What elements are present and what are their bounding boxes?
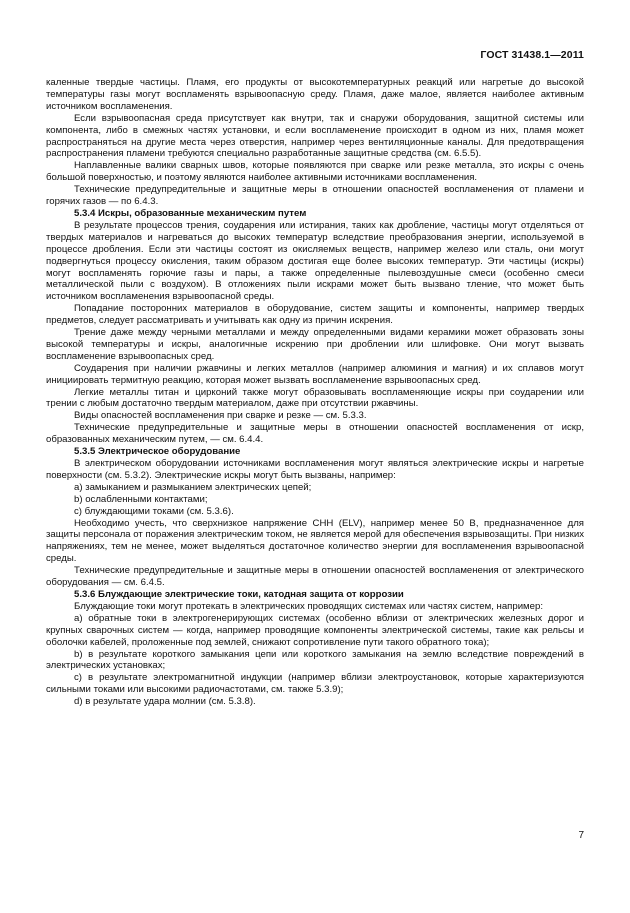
paragraph: Наплавленные валики сварных швов, которые появляются при сварке или резке металла, это искры с очень большой поверхностью, и поэтому являются наиболее активными источниками воспламенения. (46, 160, 584, 184)
page-number: 7 (578, 830, 584, 841)
paragraph: Трение даже между черными металлами и между определенными видами керамики может образовать зоны высокой температуры и искры, аналогичные искрению при дроблении или шлифовке. Они могут вызвать воспламенение взрывоопасных сред. (46, 327, 584, 362)
paragraph: каленные твердые частицы. Пламя, его продукты от высокотемпературных реакций или нагретые до высокой температуры газы могут воспламенять взрывоопасную среду. Пламя, даже малое, является наиболее активным источником воспламенения. (46, 77, 584, 112)
paragraph: Виды опасностей воспламенения при сварке и резке — см. 5.3.3. (74, 410, 367, 422)
list-item: b) в результате короткого замыкания цепи или короткого замыкания на землю вследствие повреждений в электрических установках; (46, 648, 584, 672)
paragraph: Если взрывоопасная среда присутствует как внутри, так и снаружи оборудования, защитной системы или компонента, либо в смежных частях установки, и если воспламенение происходит в одном из них, пламя может распространяться на другие места через отверстия, например через вентиляционные каналы. Для предотвращения распространения пламени требуются специально разработанные защитные средства (см. 6.5.5). (46, 112, 584, 160)
list-item: а) замыканием и размыканием электрических цепей; (74, 481, 312, 493)
document-body (46, 77, 584, 708)
list-item: b) ослабленными контактами; (74, 493, 208, 505)
list-item: с) в результате электромагнитной индукции (например вблизи электроустановок, которые характеризуются сильными токами или высокими радиочастотами, см. также 5.3.9); (46, 672, 584, 696)
paragraph: Технические предупредительные и защитные меры в отношении опасностей воспламенения от электрического оборудования — см. 6.4.5. (46, 565, 584, 589)
section-heading: 5.3.6 Блуждающие электрические токи, катодная защита от коррозии (74, 588, 404, 600)
list-item: с) блуждающими токами (см. 5.3.6). (74, 505, 234, 517)
paragraph: Необходимо учесть, что сверхнизкое напряжение СНН (ELV), например менее 50 В, предназначенное для защиты персонала от поражения электрическим током, не является мерой для обеспечения взрывозащиты. При низких напряжениях, тем не менее, может выделяться достаточное количество энергии для воспламенения взрывоопасной среды. (46, 517, 584, 565)
paragraph: Легкие металлы титан и цирконий также могут образовывать воспламеняющие искры при соударении или трении с любым достаточно твердым материалом, даже при отсутствии ржавчины. (46, 386, 584, 410)
section-heading: 5.3.4 Искры, образованные механическим путем (74, 207, 307, 219)
paragraph: Технические предупредительные и защитные меры в отношении опасностей воспламенения от искр, образованных механическим путем, — см. 6.4.4. (46, 422, 584, 446)
paragraph: Соударения при наличии ржавчины и легких металлов (например алюминия и магния) и их сплавов могут инициировать термитную реакцию, которая может вызвать воспламенение взрывоопасных сред. (46, 362, 584, 386)
paragraph: Блуждающие токи могут протекать в электрических проводящих системах или частях систем, например: (74, 600, 543, 612)
paragraph: Технические предупредительные и защитные меры в отношении опасностей воспламенения от пламени и горячих газов — по 6.4.3. (46, 184, 584, 208)
paragraph: В результате процессов трения, соударения или истирания, таких как дробление, частицы могут отделяться от твердых материалов и нагреваться до высоких температур вследствие преобразования энергии, используемой в процессе дробления. Если эти частицы состоят из окисляемых веществ, например железо или сталь, они могут подвергнуться процессу окисления, таким образом достигая еще более высоких температур. Эти частицы (искры) могут воспламенять горючие газы и пары, а также определенные пылевоздушные смеси (особенно смеси металлической пыли с воздухом). В отложениях пыли искрами может быть вызвано тление, что может быть источником воспламенения взрывоопасной среды. (46, 219, 584, 303)
paragraph: В электрическом оборудовании источниками воспламенения могут являться электрические искры и нагретые поверхности (см. 5.3.2). Электрические искры могут быть вызваны, например: (46, 458, 584, 481)
document-code-header: ГОСТ 31438.1—2011 (480, 49, 584, 61)
list-item: d) в результате удара молнии (см. 5.3.8). (74, 696, 256, 708)
section-heading: 5.3.5 Электрическое оборудование (74, 446, 241, 458)
paragraph: Попадание посторонних материалов в оборудование, систем защиты и компоненты, например твердых предметов, следует рассматривать и учитывать как одну из причин искрения. (46, 303, 584, 327)
list-item: а) обратные токи в электрогенерирующих системах (особенно вблизи от электрических железных дорог и крупных сварочных систем — когда, например проводящие компоненты электрической системы, такие как рельсы и оболочки кабелей, проложенные под землей, снижают сопротивление пути такого обратного тока); (46, 612, 584, 648)
